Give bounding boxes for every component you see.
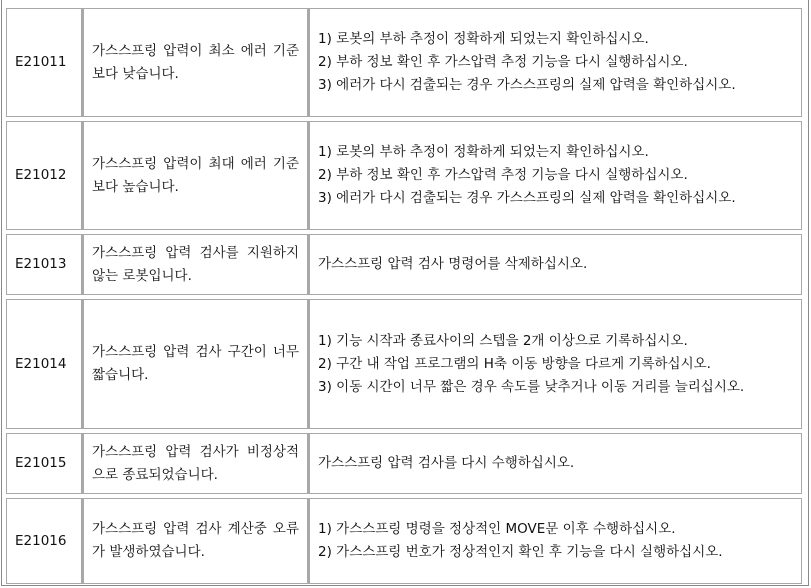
table-row xyxy=(6,121,802,230)
action-step: 3) 에러가 다시 검출되는 경우 가스스프링의 실제 압력을 확인하십시오. xyxy=(318,77,736,93)
error-description: 가스스프링 압력 검사가 비정상적으로 종료되었습니다. xyxy=(82,433,308,494)
action-step: 1) 기능 시작과 종료사이의 스텝을 2개 이상으로 기록하십시오. xyxy=(318,332,688,349)
action-step: 3) 이동 시간이 너무 짧은 경우 속도를 낮추거나 이동 거리를 늘리십시오. xyxy=(318,378,745,395)
table-row xyxy=(6,299,802,429)
error-description: 가스스프링 압력이 최소 에러 기준보다 낮습니다. xyxy=(82,8,308,117)
action-step: 2) 구간 내 작업 프로그램의 H축 이동 방향을 다르게 기록하십시오. xyxy=(318,355,711,372)
table-row xyxy=(6,234,802,295)
action-step: 1) 로봇의 부하 추정이 정확하게 되었는지 확인하십시오. xyxy=(318,144,649,160)
error-description: 가스스프링 압력 검사를 지원하지 않는 로봇입니다. xyxy=(82,234,308,295)
action-step: 2) 부하 정보 확인 후 가스압력 추정 기능을 다시 실행하십시오. xyxy=(318,167,688,183)
action-cell xyxy=(308,498,802,584)
action-step: 2) 부하 정보 확인 후 가스압력 추정 기능을 다시 실행하십시오. xyxy=(318,54,688,70)
table-row xyxy=(6,433,802,494)
action-cell xyxy=(308,433,802,494)
error-code: E21011 xyxy=(6,8,82,117)
error-code-table xyxy=(6,4,802,588)
table-row xyxy=(6,8,802,117)
action-cell xyxy=(308,8,802,117)
error-code: E21013 xyxy=(6,234,82,295)
error-code: E21015 xyxy=(6,433,82,494)
action-step: 가스스프링 압력 검사를 다시 수행하십시오. xyxy=(318,455,575,471)
error-code: E21012 xyxy=(6,121,82,230)
action-cell xyxy=(308,299,802,429)
action-step: 가스스프링 압력 검사 명령어를 삭제하십시오. xyxy=(318,256,588,272)
action-step: 3) 에러가 다시 검출되는 경우 가스스프링의 실제 압력을 확인하십시오. xyxy=(318,190,736,206)
action-cell xyxy=(308,121,802,230)
action-step: 2) 가스스프링 번호가 정상적인지 확인 후 기능을 다시 실행하십시오. xyxy=(318,544,723,560)
error-description: 가스스프링 압력 검사 계산중 오류가 발생하였습니다. xyxy=(82,498,308,584)
error-code: E21014 xyxy=(6,299,82,429)
action-cell xyxy=(308,234,802,295)
error-description: 가스스프링 압력 검사 구간이 너무 짧습니다. xyxy=(82,299,308,429)
error-code: E21016 xyxy=(6,498,82,584)
table-row xyxy=(6,498,802,584)
action-step: 1) 로봇의 부하 추정이 정확하게 되었는지 확인하십시오. xyxy=(318,31,649,47)
error-description: 가스스프링 압력이 최대 에러 기준보다 높습니다. xyxy=(82,121,308,230)
action-step: 1) 가스스프링 명령을 정상적인 MOVE문 이후 수행하십시오. xyxy=(318,521,676,537)
